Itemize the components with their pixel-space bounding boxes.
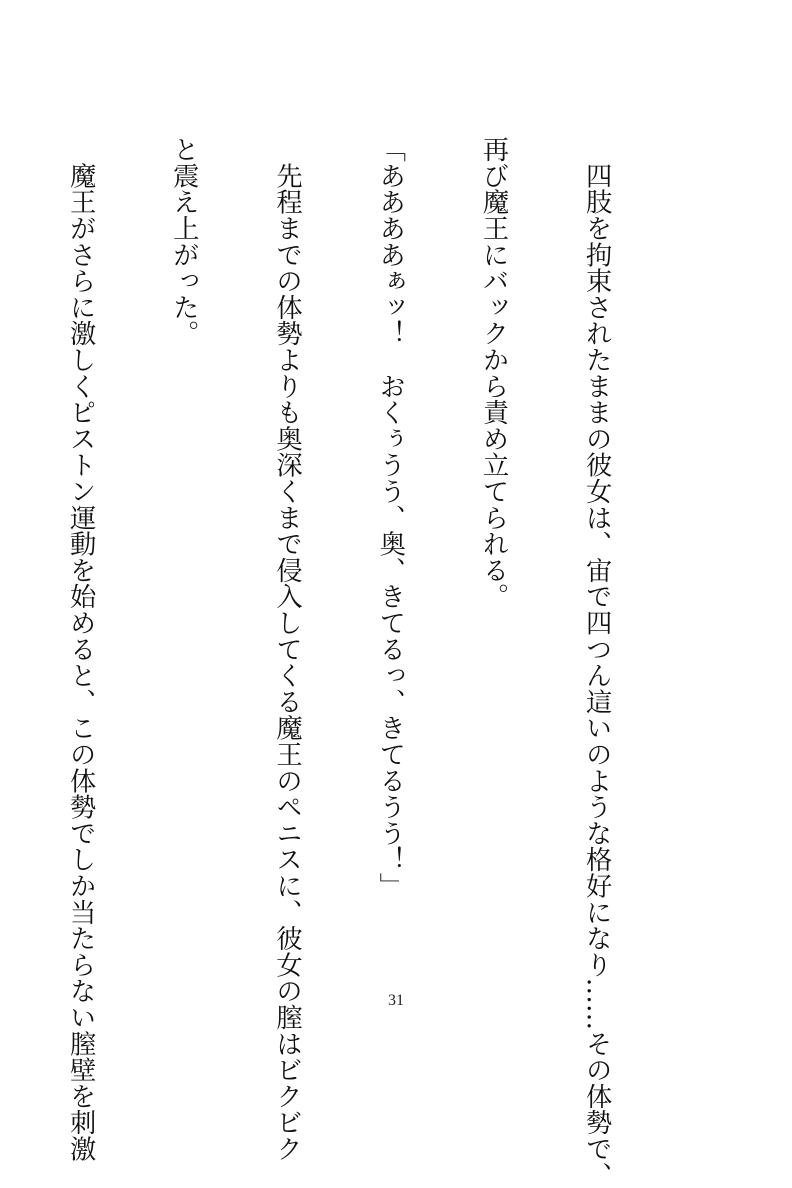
text-line-5: と震え上がった。: [168, 136, 199, 347]
text-line-3: 「ああああぁッ！ おくぅうう、奥、きてるっ、きてるうう！」: [374, 136, 405, 899]
text-line-1: 四肢を拘束されたままの彼女は、宙で四つん這いのような格好になり……その体勢で、: [581, 136, 612, 1188]
page-number: 31: [388, 992, 404, 1009]
text-line-6: 魔王がさらに激しくピストン運動を始めると、この体勢でしか当たらない膣壁を刺激: [65, 136, 96, 1162]
text-line-4: 先程までの体勢よりも奥深くまで侵入してくる魔王のペニスに、彼女の膣はビクビク: [271, 136, 302, 1162]
text-line-2: 再び魔王にバックから責め立てられる。: [477, 136, 508, 610]
